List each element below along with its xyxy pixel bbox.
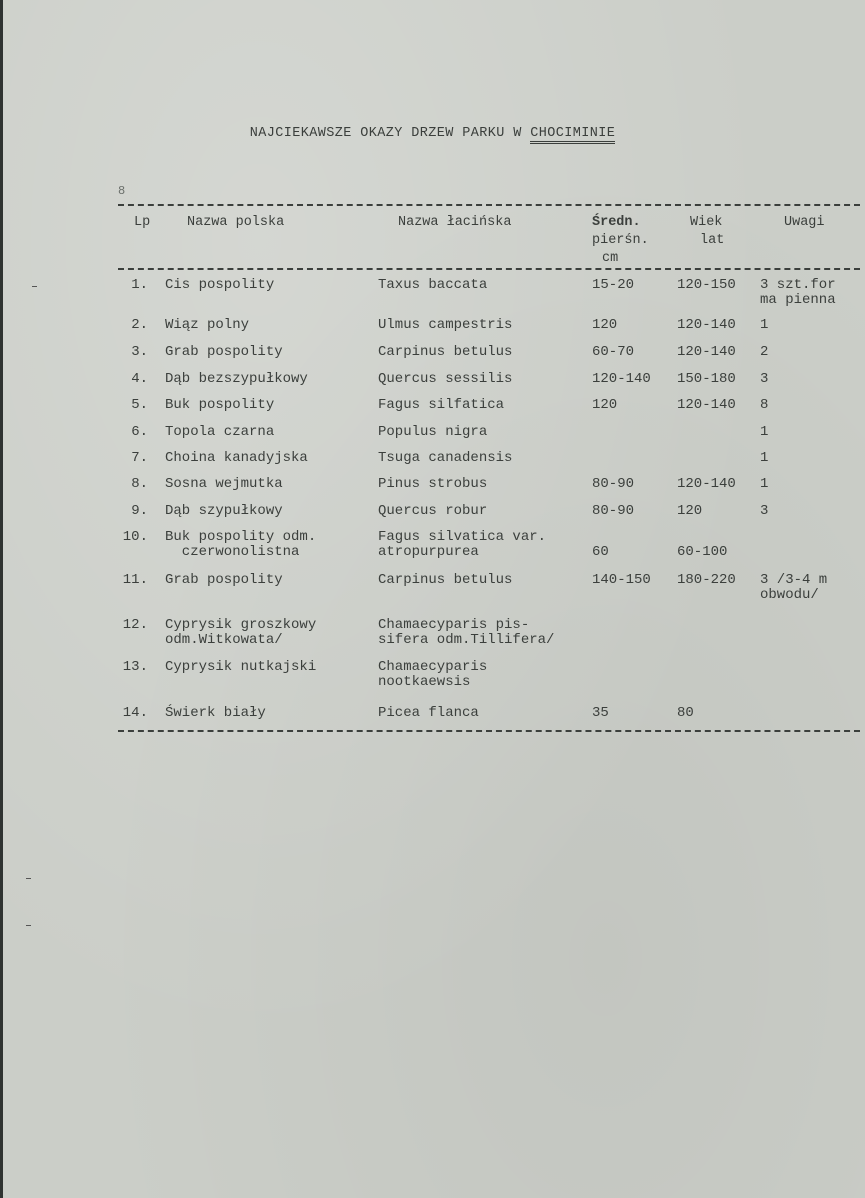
row-number: 10.: [122, 529, 148, 545]
row-number: 3.: [131, 344, 148, 360]
polish-name: Cis pospolity: [165, 277, 275, 293]
age-value: 120-150: [677, 277, 736, 293]
age-value: 120-140: [677, 397, 736, 413]
latin-name: Carpinus betulus: [378, 344, 513, 360]
polish-name: Sosna wejmutka: [165, 476, 283, 492]
diameter-value: 35: [592, 705, 609, 721]
latin-name: Quercus sessilis: [378, 371, 513, 387]
row-number: 1.: [131, 277, 148, 293]
polish-name: Topola czarna: [165, 424, 275, 440]
age-value: 120-140: [677, 317, 736, 333]
polish-name: Wiąz polny: [165, 317, 250, 333]
age-value: 180-220: [677, 572, 736, 588]
table-top-rule: [118, 204, 860, 206]
header-age: Wiek: [690, 215, 723, 230]
row-number: 11.: [122, 572, 148, 588]
latin-name: Ulmus campestris: [378, 317, 513, 333]
polish-name: Cyprysik nutkajski: [165, 659, 317, 675]
polish-name: Buk pospolity: [165, 397, 275, 413]
polish-name: Dąb szypułkowy: [165, 503, 283, 519]
diameter-value: 15-20: [592, 277, 635, 293]
diameter-value: 60-70: [592, 344, 635, 360]
notes-value: ma pienna: [760, 292, 836, 308]
latin-name: Populus nigra: [378, 424, 488, 440]
polish-name: Grab pospolity: [165, 572, 283, 588]
polish-name: Dąb bezszypułkowy: [165, 371, 308, 387]
diameter-value: 80-90: [592, 503, 635, 519]
notes-value: 1: [760, 450, 769, 466]
diameter-value: 140-150: [592, 572, 651, 588]
latin-name: Fagus silfatica: [378, 397, 505, 413]
latin-name: atropurpurea: [378, 544, 479, 560]
age-value: 150-180: [677, 371, 736, 387]
latin-name: nootkaewsis: [378, 674, 471, 690]
row-number: 7.: [131, 450, 148, 466]
latin-name: Quercus robur: [378, 503, 488, 519]
notes-value: obwodu/: [760, 587, 819, 603]
row-number: 13.: [122, 659, 148, 675]
polish-name: Świerk biały: [165, 705, 266, 721]
title-prefix: NAJCIEKAWSZE OKAZY DRZEW PARKU W: [249, 126, 531, 141]
age-value: 60-100: [677, 544, 728, 560]
notes-value: 3 szt.for: [760, 277, 836, 293]
notes-value: 2: [760, 344, 769, 360]
age-value: 120-140: [677, 476, 736, 492]
polish-name: Cyprysik groszkowy: [165, 617, 317, 633]
latin-name: Fagus silvatica var.: [378, 529, 547, 545]
latin-name: Taxus baccata: [378, 277, 488, 293]
page-mark: 8: [118, 184, 126, 198]
notes-value: 1: [760, 476, 769, 492]
latin-name: Chamaecyparis pis-: [378, 617, 530, 633]
row-number: 8.: [131, 476, 148, 492]
notes-value: 1: [760, 317, 769, 333]
notes-value: 8: [760, 397, 769, 413]
age-value: 120-140: [677, 344, 736, 360]
latin-name: Chamaecyparis: [378, 659, 488, 675]
diameter-value: 80-90: [592, 476, 635, 492]
latin-name: Tsuga canadensis: [378, 450, 513, 466]
table-bottom-rule: [118, 730, 860, 732]
polish-name: odm.Witkowata/: [165, 632, 283, 648]
diameter-value: 120: [592, 317, 618, 333]
row-number: 14.: [122, 705, 148, 721]
row-number: 6.: [131, 424, 148, 440]
margin-mark: [26, 878, 31, 879]
age-value: 120: [677, 503, 703, 519]
row-number: 12.: [122, 617, 148, 633]
header-lp: Lp: [134, 215, 151, 230]
age-value: 80: [677, 705, 694, 721]
header-bottom-rule: [118, 268, 860, 270]
latin-name: Carpinus betulus: [378, 572, 513, 588]
header-diameter: Średn.: [592, 215, 641, 230]
notes-value: 1: [760, 424, 769, 440]
diameter-value: 60: [592, 544, 609, 560]
polish-name: czerwonolistna: [165, 544, 300, 560]
header-latin-name: Nazwa łacińska: [398, 215, 512, 230]
margin-mark: [32, 286, 37, 287]
row-number: 9.: [131, 503, 148, 519]
diameter-value: 120-140: [592, 371, 651, 387]
notes-value: 3 /3-4 m: [760, 572, 828, 588]
polish-name: Choina kanadyjska: [165, 450, 308, 466]
title-place: CHOCIMINIE: [530, 126, 615, 144]
notes-value: 3: [760, 371, 769, 387]
polish-name: Buk pospolity odm.: [165, 529, 317, 545]
header-notes: Uwagi: [784, 215, 825, 230]
header-polish-name: Nazwa polska: [187, 215, 285, 230]
latin-name: Pinus strobus: [378, 476, 488, 492]
row-number: 4.: [131, 371, 148, 387]
margin-mark: [26, 925, 31, 926]
header-age-unit: lat: [700, 233, 725, 248]
latin-name: Picea flanca: [378, 705, 479, 721]
header-diameter-unit: cm: [602, 251, 619, 266]
header-diameter-2: pierśn.: [592, 233, 649, 248]
diameter-value: 120: [592, 397, 618, 413]
latin-name: sifera odm.Tillifera/: [378, 632, 555, 648]
row-number: 2.: [131, 317, 148, 333]
row-number: 5.: [131, 397, 148, 413]
notes-value: 3: [760, 503, 769, 519]
page-left-edge: [0, 0, 3, 1198]
polish-name: Grab pospolity: [165, 344, 283, 360]
document-title: [0, 126, 865, 141]
